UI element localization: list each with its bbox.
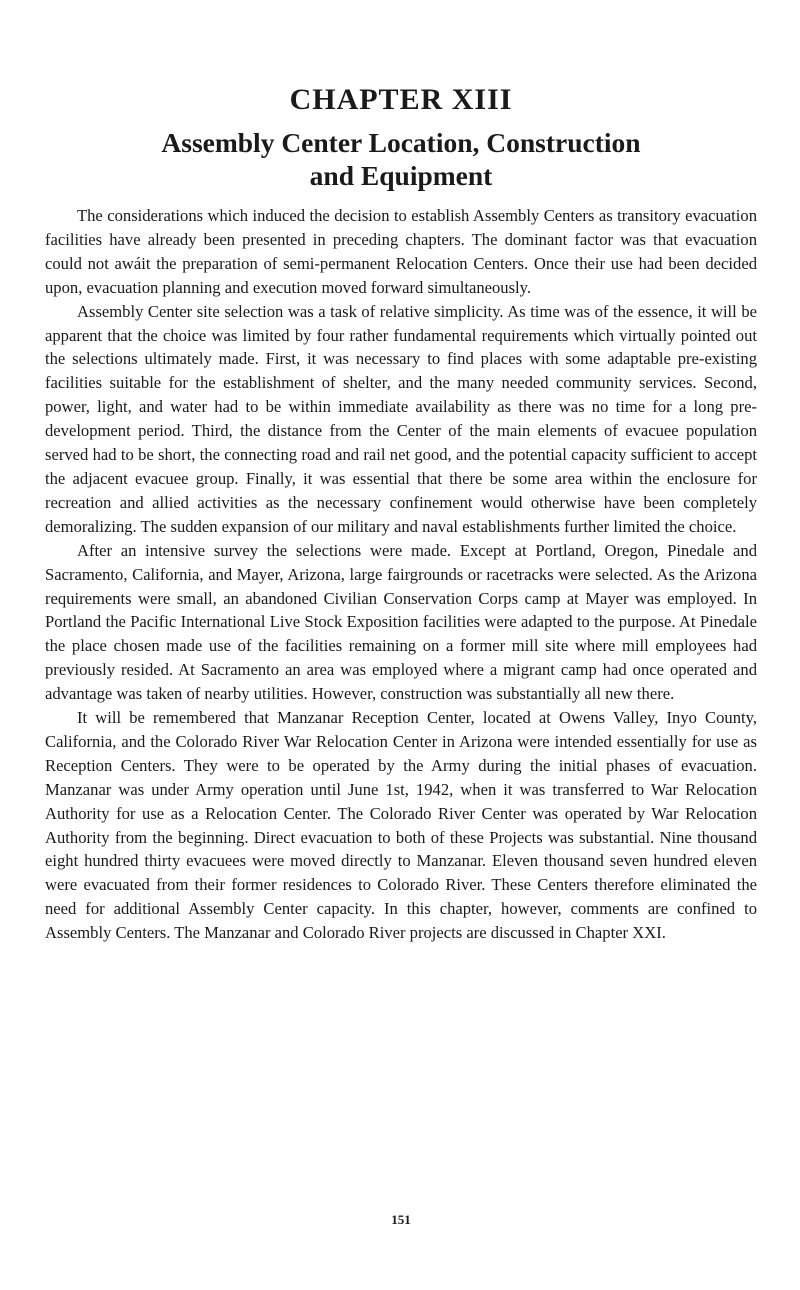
- chapter-title-line-2: and Equipment: [309, 160, 493, 191]
- paragraph-1: The considerations which induced the decision to establish Assembly Centers as transitory evacuation facilities have already been presented in preceding chapters. The dominant factor was that evacuation could not awáit the preparation of semi-permanent Relocation Centers. Once their use had been decided upon, evacuation planning and execution moved forward simultaneously.: [45, 206, 757, 297]
- paragraph-2: Assembly Center site selection was a task of relative simplicity. As time was of the essence, it will be apparent that the choice was limited by four rather fundamental requirements which virtually pointed out the selections ultimately made. First, it was necessary to find places with some adaptable pre-existing facilities suitable for the establishment of shelter, and the many needed community services. Second, power, light, and water had to be within immediate availability as there was no time for a long pre-development period. Third, the distance from the Center of the main elements of evacuee population served had to be short, the connecting road and rail net good, and the potential capacity sufficient to accept the adjacent evacuee group. Finally, it was essential that there be some area within the enclosure for recreation and allied activities as the necessary confinement would otherwise have been completely demoralizing. The sudden expansion of our military and naval establishments further limited the choice.: [45, 301, 757, 536]
- document-page: [45, 0, 757, 1290]
- chapter-number: CHAPTER XIII: [289, 83, 513, 116]
- body-text: [45, 204, 757, 945]
- paragraph-3: After an intensive survey the selections were made. Except at Portland, Oregon, Pinedale and Sacramento, California, and Mayer, Arizona, large fairgrounds or racetracks were selected. As the Arizona requirements were small, an abandoned Civilian Conservation Corps camp at Mayer was employed. In Portland the Pacific International Live Stock Exposition facilities were adapted to the purpose. At Pinedale the place chosen made use of the facilities remaining on a former mill site where mill employees had previously resided. At Sacramento an area was employed where a migrant camp had once operated and advantage was taken of nearby utilities. However, construction was substantially all new there.: [45, 540, 757, 704]
- page-number: 151: [391, 1212, 411, 1227]
- chapter-title: [45, 126, 757, 192]
- paragraph-4: It will be remembered that Manzanar Reception Center, located at Owens Valley, Inyo County, California, and the Colorado River War Relocation Center in Arizona were intended essentially for use as Reception Centers. They were to be operated by the Army during the initial phases of evacuation. Manzanar was under Army operation until June 1st, 1942, when it was transferred to War Relocation Authority for use as a Relocation Center. The Colorado River Center was operated by War Relocation Authority from the beginning. Direct evacuation to both of these Projects was substantial. Nine thousand eight hundred thirty evacuees were moved directly to Manzanar. Eleven thousand seven hundred eleven were evacuated from their former residences to Colorado River. These Centers therefore eliminated the need for additional Assembly Center capacity. In this chapter, however, comments are confined to Assembly Centers. The Manzanar and Colorado River projects are discussed in Chapter XXI.: [45, 708, 757, 943]
- chapter-title-line-1: Assembly Center Location, Construction: [161, 127, 641, 158]
